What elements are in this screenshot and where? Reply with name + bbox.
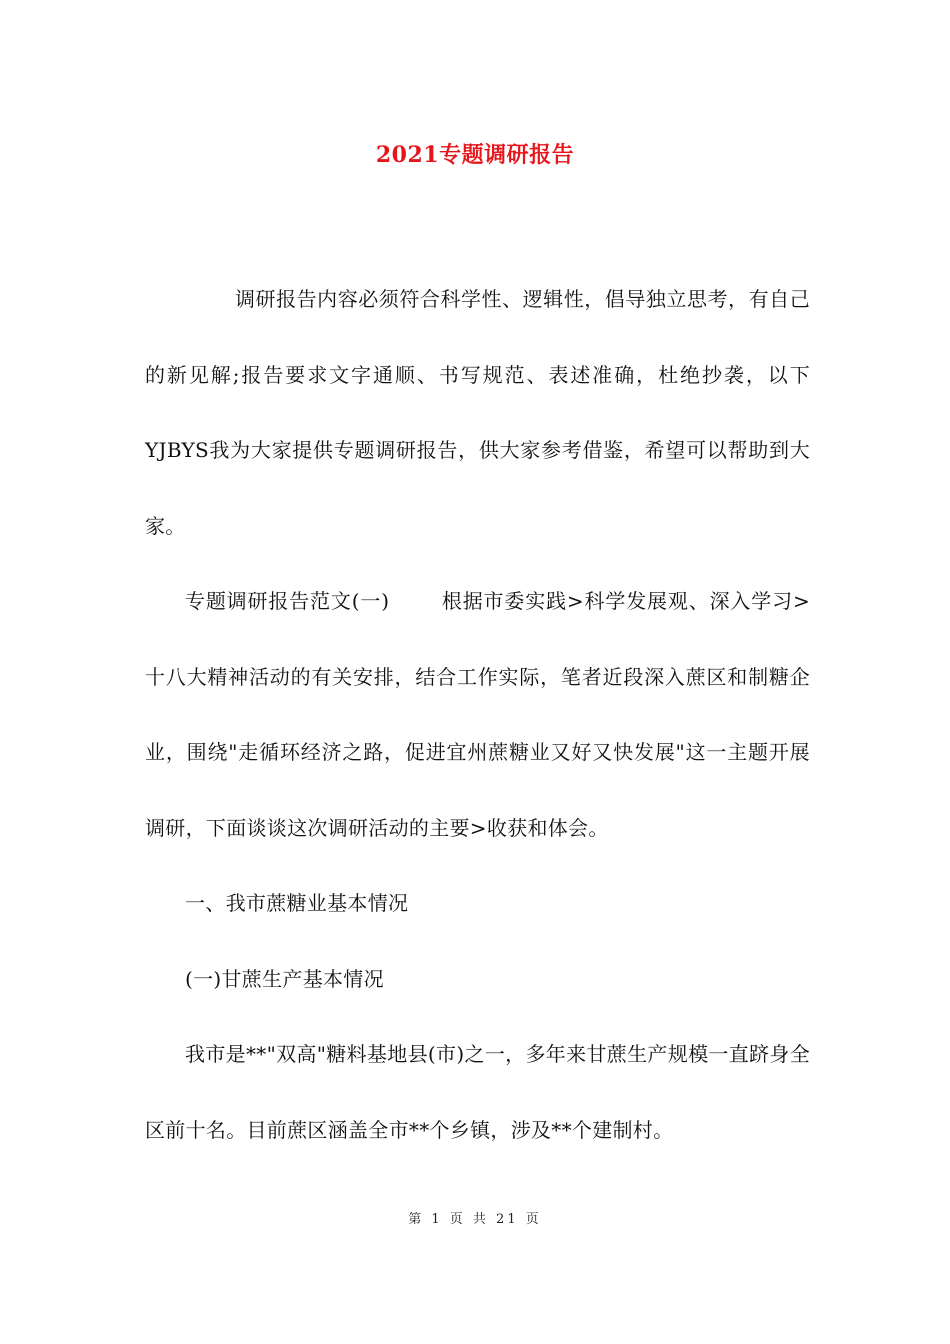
document-title: 2021专题调研报告 <box>375 142 575 168</box>
page-number-footer: 第 1 页 共 21 页 <box>408 1212 542 1227</box>
document-body <box>145 262 810 1168</box>
intro-paragraph: 调研报告内容必须符合科学性、逻辑性，倡导独立思考，有自己的新见解;报告要求文字通顺、书写规范、表述准确，杜绝抄袭，以下YJBYS我为大家提供专题调研报告，供大家参考借鉴，希望可以帮助到大家。 <box>145 287 810 538</box>
section-heading: 一、我市蔗糖业基本情况 <box>185 891 409 915</box>
sample-paragraph <box>145 564 810 866</box>
subsection-heading: (一)甘蔗生产基本情况 <box>185 966 384 991</box>
sample-text: 根据市委实践>科学发展观、深入学习>十八大精神活动的有关安排，结合工作实际，笔者近段深入蔗区和制糖企业，围绕"走循环经济之路，促进宜州蔗糖业又好又快发展"这一主题开展调研，下面谈谈这次调研活动的主要>收获和体会。 <box>145 589 810 840</box>
section-paragraph: 我市是**"双高"糖料基地县(市)之一，多年来甘蔗生产规模一直跻身全区前十名。目前蔗区涵盖全市**个乡镇，涉及**个建制村。 <box>145 1042 810 1142</box>
sample-label: 专题调研报告范文(一) <box>185 589 390 613</box>
